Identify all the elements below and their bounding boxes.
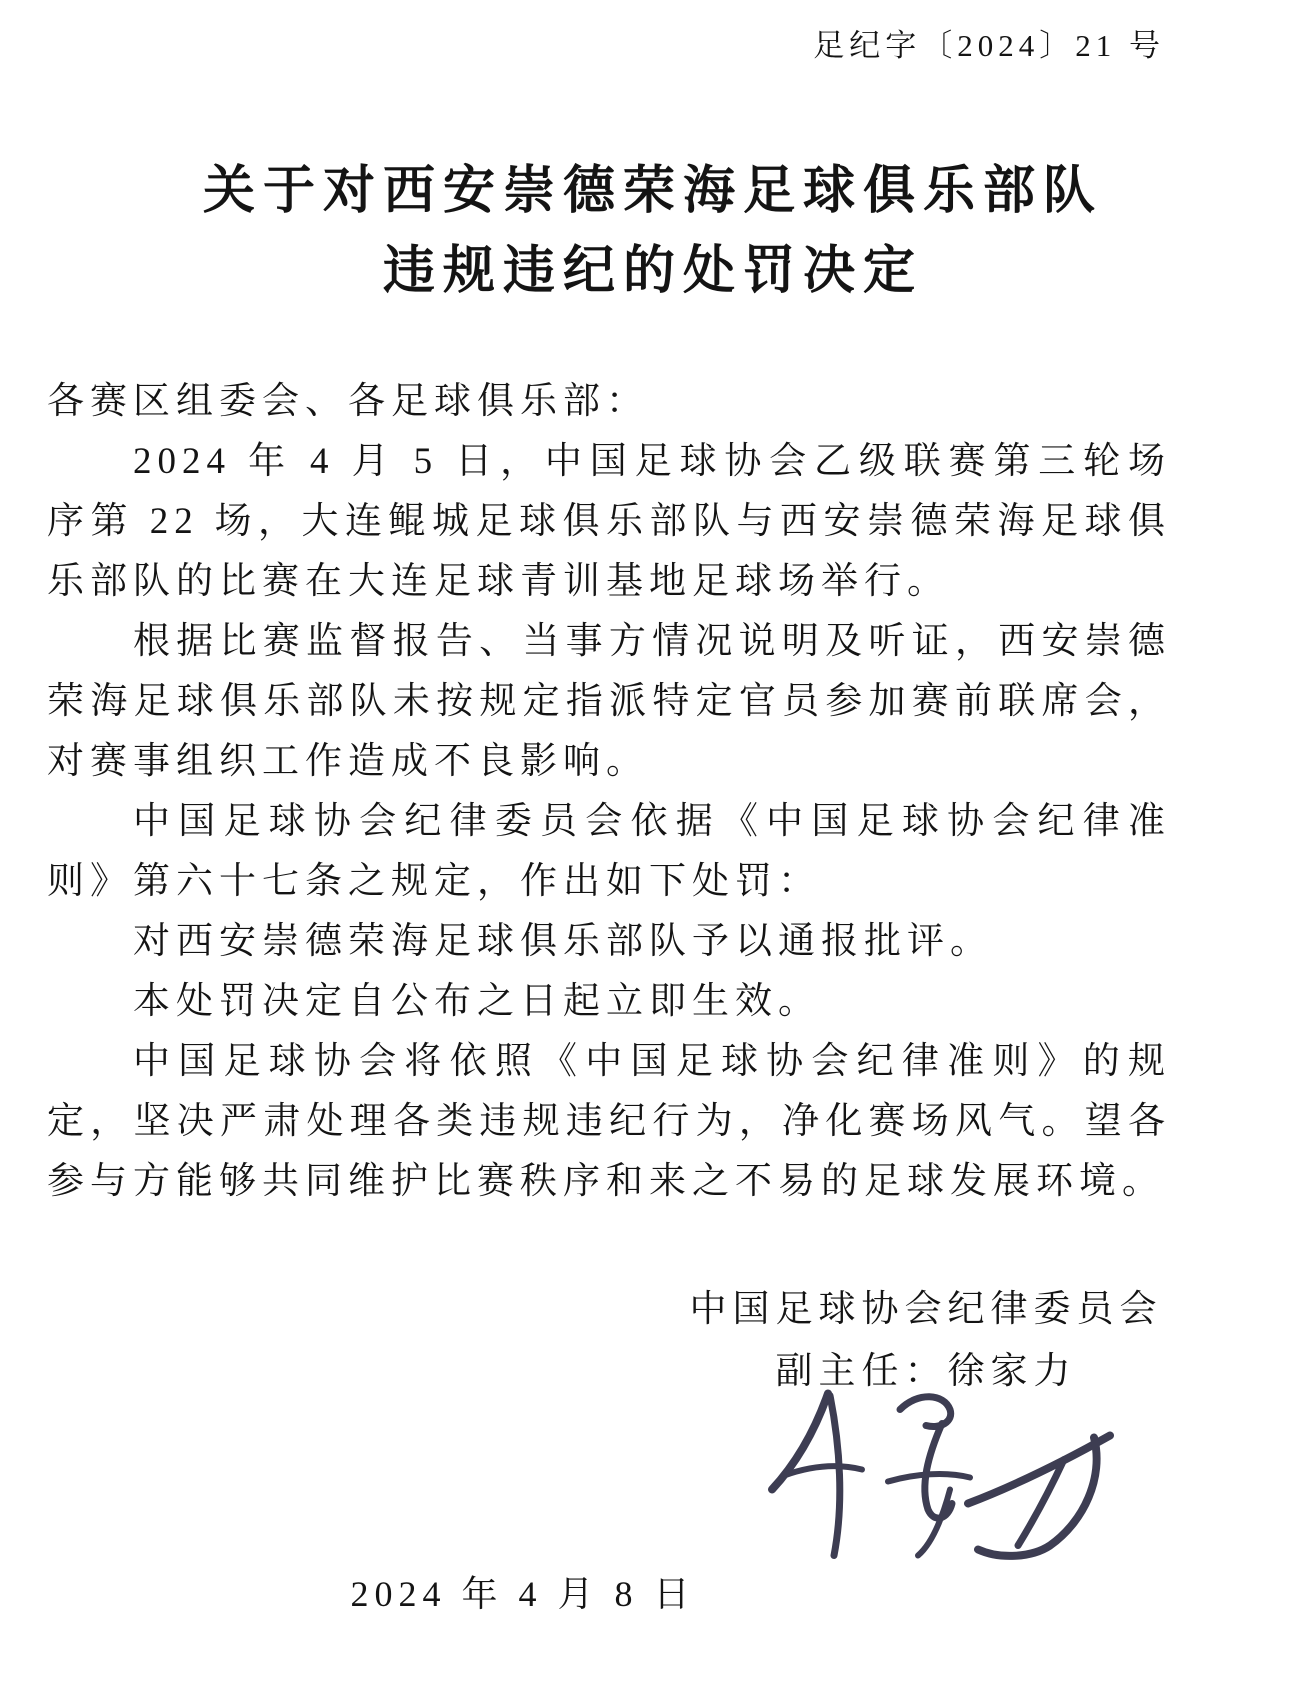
document-reference-number: 足纪字〔2024〕21 号 xyxy=(813,28,1165,63)
paragraph-3: 中国足球协会纪律委员会依据《中国足球协会纪律准则》第六十七条之规定，作出如下处罚： xyxy=(47,801,1171,902)
salutation: 各赛区组委会、各足球俱乐部： xyxy=(47,381,649,422)
document-title-line1: 关于对西安崇德荣海足球俱乐部队 xyxy=(202,163,1103,220)
document-title-line2: 违规违纪的处罚决定 xyxy=(382,243,923,300)
document-date xyxy=(0,1566,1306,1617)
signer-title-and-name: 副主任：徐家力 xyxy=(775,1351,1077,1392)
document-body xyxy=(47,372,1171,1212)
paragraph-1: 2024 年 4 月 5 日，中国足球协会乙级联赛第三轮场序第 22 场，大连鲲城足球俱乐部队与西安崇德荣海足球俱乐部队的比赛在大连足球青训基地足球场举行。 xyxy=(47,441,1171,602)
document-date-text: 2024 年 4 月 8 日 xyxy=(350,1574,696,1614)
handwritten-signature xyxy=(742,1383,1132,1573)
paragraph-5: 本处罚决定自公布之日起立即生效。 xyxy=(133,981,821,1022)
document-title xyxy=(0,152,1306,312)
paragraph-6: 中国足球协会将依照《中国足球协会纪律准则》的规定，坚决严肃处理各类违规违纪行为，净化赛场风气。望各参与方能够共同维护比赛秩序和来之不易的足球发展环境。 xyxy=(47,1041,1171,1202)
issuing-organization: 中国足球协会纪律委员会 xyxy=(689,1289,1163,1330)
paragraph-2: 根据比赛监督报告、当事方情况说明及听证，西安崇德荣海足球俱乐部队未按规定指派特定官员参加赛前联席会，对赛事组织工作造成不良影响。 xyxy=(47,621,1171,782)
paragraph-4: 对西安崇德荣海足球俱乐部队予以通报批评。 xyxy=(133,921,993,962)
